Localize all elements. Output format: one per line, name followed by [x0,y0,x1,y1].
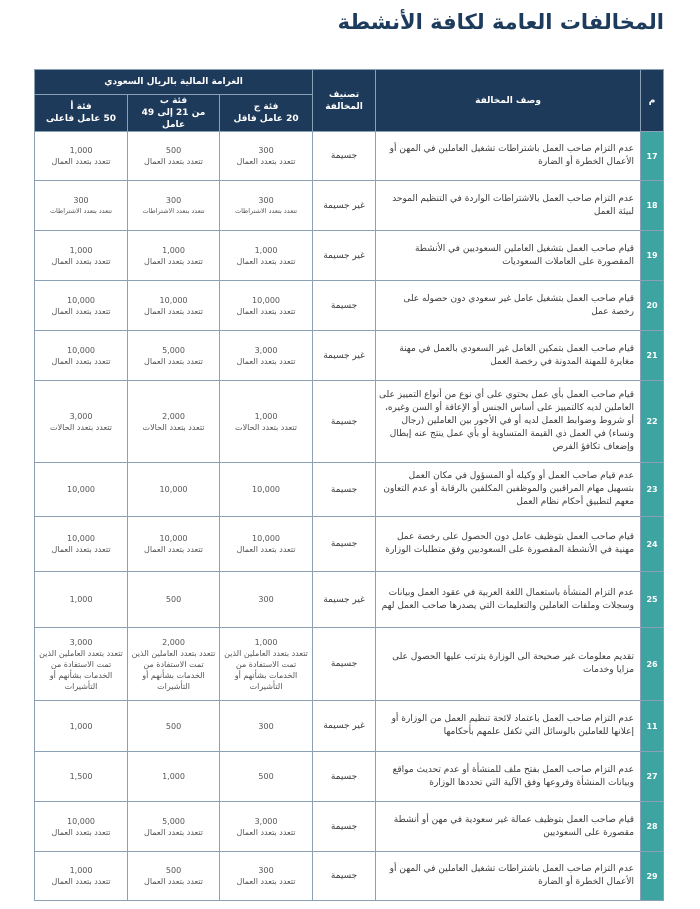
row-number: 22 [641,381,664,463]
row-number: 29 [641,852,664,901]
violation-classification: غير جسيمة [313,572,376,628]
fine-note: تتعدد بتعدد الاشتراطات [234,207,298,215]
fine-amount: 500 [165,595,182,604]
violation-description: قيام صاحب العمل بتمكين العامل غير السعودي بالعمل في مهنة مغايرة للمهنة المدونة في رخصة العمل [376,331,641,381]
fine-amount: 10,000 [67,534,96,543]
table-row [35,331,664,381]
fine-amount: 500 [165,146,182,155]
fine-cat-b [128,463,220,517]
row-number: 19 [641,231,664,281]
header-num: م [641,70,664,132]
fine-note: تتعدد بتعدد العمال [236,827,296,837]
fine-note: تتعدد بتعدد العمال [144,877,204,886]
fine-amount: 10,000 [159,485,188,494]
table-row [35,572,664,628]
fine-amount: 300 [73,196,89,205]
fine-cat-a [35,802,128,852]
fine-note: تتعدد بتعدد العمال [51,256,111,266]
fine-amount: 10,000 [67,816,96,826]
fine-cat-a [35,752,128,802]
violation-description: تقديم معلومات غير صحيحة الى الوزارة يترتب عليها الحصول على مزايا وخدمات [376,628,641,701]
fine-amount: 10,000 [252,534,281,543]
fine-cat-a [35,517,128,572]
fine-amount: 5,000 [162,816,185,826]
fine-note: تتعدد بتعدد العمال [51,306,111,316]
fine-note: تتعدد بتعدد الحالات [142,422,205,432]
fine-note: تتعدد بتعدد العمال [144,306,204,316]
violation-classification: جسيمة [313,463,376,517]
fine-cat-b [128,701,220,752]
fine-note: تتعدد بتعدد العمال [51,545,111,554]
fine-note: تتعدد بتعدد الاشتراطات [49,207,113,215]
table-body [35,132,664,901]
table-row [35,852,664,901]
fine-amount: 10,000 [67,295,96,305]
fine-note: تتعدد بتعدد العمال [236,356,296,366]
cat-b-range: من 21 إلى 49 عامل [141,108,206,130]
violation-description: عدم التزام صاحب العمل بفتح ملف للمنشأة أو عدم تحديث مواقع وبيانات المنشأة وفروعها وفق الآلية التي تحددها الوزارة [376,752,641,802]
fine-amount: 3,000 [69,637,93,647]
fine-cat-c [220,517,313,572]
fine-note: تتعدد بتعدد العمال [144,157,204,166]
fine-amount: 1,000 [69,866,93,875]
fine-cat-a [35,331,128,381]
fine-cat-c [220,132,313,181]
violation-description: عدم التزام صاحب العمل باشتراطات تشغيل العاملين في المهن أو الأعمال الخطرة أو الضارة [376,852,641,901]
fine-cat-c [220,802,313,852]
fine-cat-c [220,281,313,331]
fine-note: تتعدد بتعدد العمال [236,256,296,266]
fine-amount: 1,000 [69,245,93,255]
fine-cat-a [35,231,128,281]
header-fine-group: الغرامة المالية بالريال السعودي [35,70,313,95]
header-cat-a [35,95,128,132]
violation-classification: غير جسيمة [313,231,376,281]
table-header [35,70,664,132]
fine-cat-b [128,517,220,572]
header-classification: تصنيف المخالفة [313,70,376,132]
table-row [35,231,664,281]
table-row [35,132,664,181]
fine-note: تتعدد بتعدد العاملين الذين تمت الاستفادة من الخدمات بشأنهم أو التأشيرات [131,648,216,691]
violation-classification: غير جسيمة [313,331,376,381]
row-number: 11 [641,701,664,752]
fine-amount: 5,000 [162,345,185,355]
violation-description: قيام صاحب العمل بأي عمل يحتوي على أي نوع من أنواع التمييز على العاملين لديه كالتمييز على أساس الجنس أو الإعاقة أو السن وغيره، أو شروط وضوابط العمل لديه أو في الأجور بين العاملين (رجال ونساء) في العمل ذي القيمة المتساوية أو بأي عمل ينتج عنه إبطال وإضعاف تكافؤ الفرص [376,381,641,463]
fine-amount: 10,000 [67,485,96,494]
fine-amount: 1,000 [162,245,185,255]
fine-amount: 1,500 [69,772,93,781]
cat-b-name: فئة ب [159,96,188,106]
fine-cat-a [35,181,128,231]
fine-amount: 1,000 [254,245,278,255]
fine-amount: 10,000 [159,534,188,543]
row-number: 23 [641,463,664,517]
fine-cat-c [220,231,313,281]
fine-amount: 500 [165,721,182,731]
fine-note: تتعدد بتعدد العمال [51,827,111,837]
table-row [35,752,664,802]
page-title: المخالفات العامة لكافة الأنشطة [337,10,664,34]
header-cat-b [128,95,220,132]
violation-classification: غير جسيمة [313,181,376,231]
cat-c-range: 20 عامل فاقل [233,114,299,124]
fine-note: تتعدد بتعدد العمال [236,306,296,316]
cat-c-name: فئة ج [253,102,279,112]
table-row [35,181,664,231]
fine-amount: 10,000 [159,295,188,305]
fine-cat-b [128,852,220,901]
cat-a-range: 50 عامل فاعلى [45,114,117,124]
header-cat-c [220,95,313,132]
table-row [35,381,664,463]
violation-classification: جسيمة [313,802,376,852]
fine-note: تتعدد بتعدد العاملين الذين تمت الاستفادة من الخدمات بشأنهم أو التأشيرات [224,648,308,691]
row-number: 20 [641,281,664,331]
fine-note: تتعدد بتعدد العمال [51,877,111,886]
fine-amount: 10,000 [67,345,96,355]
row-number: 17 [641,132,664,181]
fine-amount: 1,000 [69,146,93,155]
fine-amount: 10,000 [252,295,281,305]
table-row [35,281,664,331]
violation-classification: جسيمة [313,752,376,802]
fine-amount: 500 [258,772,274,781]
fine-amount: 3,000 [254,345,278,355]
fine-cat-b [128,231,220,281]
fine-amount: 3,000 [254,816,278,826]
violation-description: عدم التزام صاحب العمل بالاشتراطات الواردة في التنظيم الموحد لبيئة العمل [376,181,641,231]
table-row [35,628,664,701]
fine-cat-c [220,572,313,628]
fine-note: تتعدد بتعدد الحالات [235,422,298,432]
table-row [35,701,664,752]
fine-cat-b [128,132,220,181]
fine-cat-a [35,701,128,752]
fine-amount: 300 [258,866,274,875]
fine-cat-a [35,381,128,463]
fine-amount: 10,000 [252,485,281,494]
fine-note: تتعدد بتعدد العمال [236,545,296,554]
fine-cat-b [128,802,220,852]
fine-note: تتعدد بتعدد العمال [236,877,296,886]
fine-cat-a [35,572,128,628]
row-number: 27 [641,752,664,802]
violation-classification: جسيمة [313,132,376,181]
fine-cat-a [35,463,128,517]
fine-note: تتعدد بتعدد العاملين الذين تمت الاستفادة من الخدمات بشأنهم أو التأشيرات [39,648,123,691]
fine-cat-a [35,628,128,701]
fine-note: تتعدد بتعدد العمال [144,256,204,266]
fine-amount: 1,000 [69,595,93,604]
violation-classification: جسيمة [313,628,376,701]
fine-cat-b [128,281,220,331]
fine-amount: 3,000 [69,411,93,421]
fine-note: تتعدد بتعدد العمال [144,545,204,554]
violation-description: عدم التزام المنشأة باستعمال اللغة العربية في عقود العمل وبيانات وسجلات وملفات العاملين والتعليمات التي يصدرها صاحب العمل لهم [376,572,641,628]
fine-cat-c [220,752,313,802]
fine-amount: 300 [258,721,274,731]
fine-note: تتعدد بتعدد الحالات [50,422,112,432]
violation-classification: جسيمة [313,281,376,331]
header-description: وصف المخالفة [376,70,641,132]
cat-a-name: فئة أ [70,102,92,112]
fine-note: تتعدد بتعدد العمال [51,157,111,166]
row-number: 26 [641,628,664,701]
fine-amount: 300 [258,595,274,604]
fine-cat-c [220,463,313,517]
fine-cat-c [220,701,313,752]
fine-cat-a [35,281,128,331]
fine-amount: 500 [165,866,182,875]
fine-cat-a [35,132,128,181]
fine-cat-c [220,381,313,463]
violation-description: عدم التزام صاحب العمل باشتراطات تشغيل العاملين في المهن أو الأعمال الخطرة أو الضارة [376,132,641,181]
fine-cat-b [128,331,220,381]
table-row [35,463,664,517]
fine-note: تتعدد بتعدد العمال [144,827,204,837]
violation-classification: جسيمة [313,381,376,463]
row-number: 28 [641,802,664,852]
table-row [35,802,664,852]
fine-amount: 2,000 [162,411,185,421]
fine-note: تتعدد بتعدد العمال [236,157,296,166]
fine-amount: 300 [258,146,274,155]
violation-classification: غير جسيمة [313,701,376,752]
fine-cat-b [128,181,220,231]
fine-cat-c [220,181,313,231]
fine-amount: 1,000 [254,411,278,421]
fine-cat-b [128,752,220,802]
fine-amount: 1,000 [69,721,93,731]
violation-classification: جسيمة [313,517,376,572]
violations-table [34,69,664,901]
fine-note: تتعدد بتعدد الاشتراطات [142,207,205,215]
table-row [35,517,664,572]
fine-amount: 300 [258,196,274,205]
fine-note: تتعدد بتعدد العمال [51,356,111,366]
fine-amount: 2,000 [162,637,185,647]
violation-classification: جسيمة [313,852,376,901]
fine-cat-b [128,628,220,701]
fine-note: تتعدد بتعدد العمال [144,356,204,366]
fine-cat-c [220,628,313,701]
fine-amount: 1,000 [254,637,278,647]
row-number: 21 [641,331,664,381]
violation-description: عدم التزام صاحب العمل باعتماد لائحة تنظيم العمل من الوزارة أو إعلانها للعاملين بالوسائل التي تكفل علمهم بأحكامها [376,701,641,752]
violation-description: قيام صاحب العمل بتوظيف عامل دون الحصول على رخصة عمل مهنية في الأنشطة المقصورة على السعوديين وفق متطلبات الوزارة [376,517,641,572]
fine-cat-b [128,381,220,463]
fine-cat-c [220,331,313,381]
row-number: 24 [641,517,664,572]
fine-cat-a [35,852,128,901]
violation-description: قيام صاحب العمل بتوظيف عمالة غير سعودية في مهن أو أنشطة مقصورة على السعوديين [376,802,641,852]
fine-cat-c [220,852,313,901]
fine-amount: 1,000 [162,772,185,781]
fine-amount: 300 [165,196,182,205]
violation-description: قيام صاحب العمل بتشغيل العاملين السعوديين في الأنشطة المقصورة على العاملات السعوديات [376,231,641,281]
violation-description: قيام صاحب العمل بتشغيل عامل غير سعودي دون حصوله على رخصة عمل [376,281,641,331]
fine-cat-b [128,572,220,628]
row-number: 25 [641,572,664,628]
row-number: 18 [641,181,664,231]
violation-description: عدم قيام صاحب العمل أو وكيله أو المسؤول في مكان العمل بتسهيل مهام المراقبين والموظفين المكلفين بالرقابة أو عدم التعاون معهم لتطبيق أحكام نظام العمل [376,463,641,517]
